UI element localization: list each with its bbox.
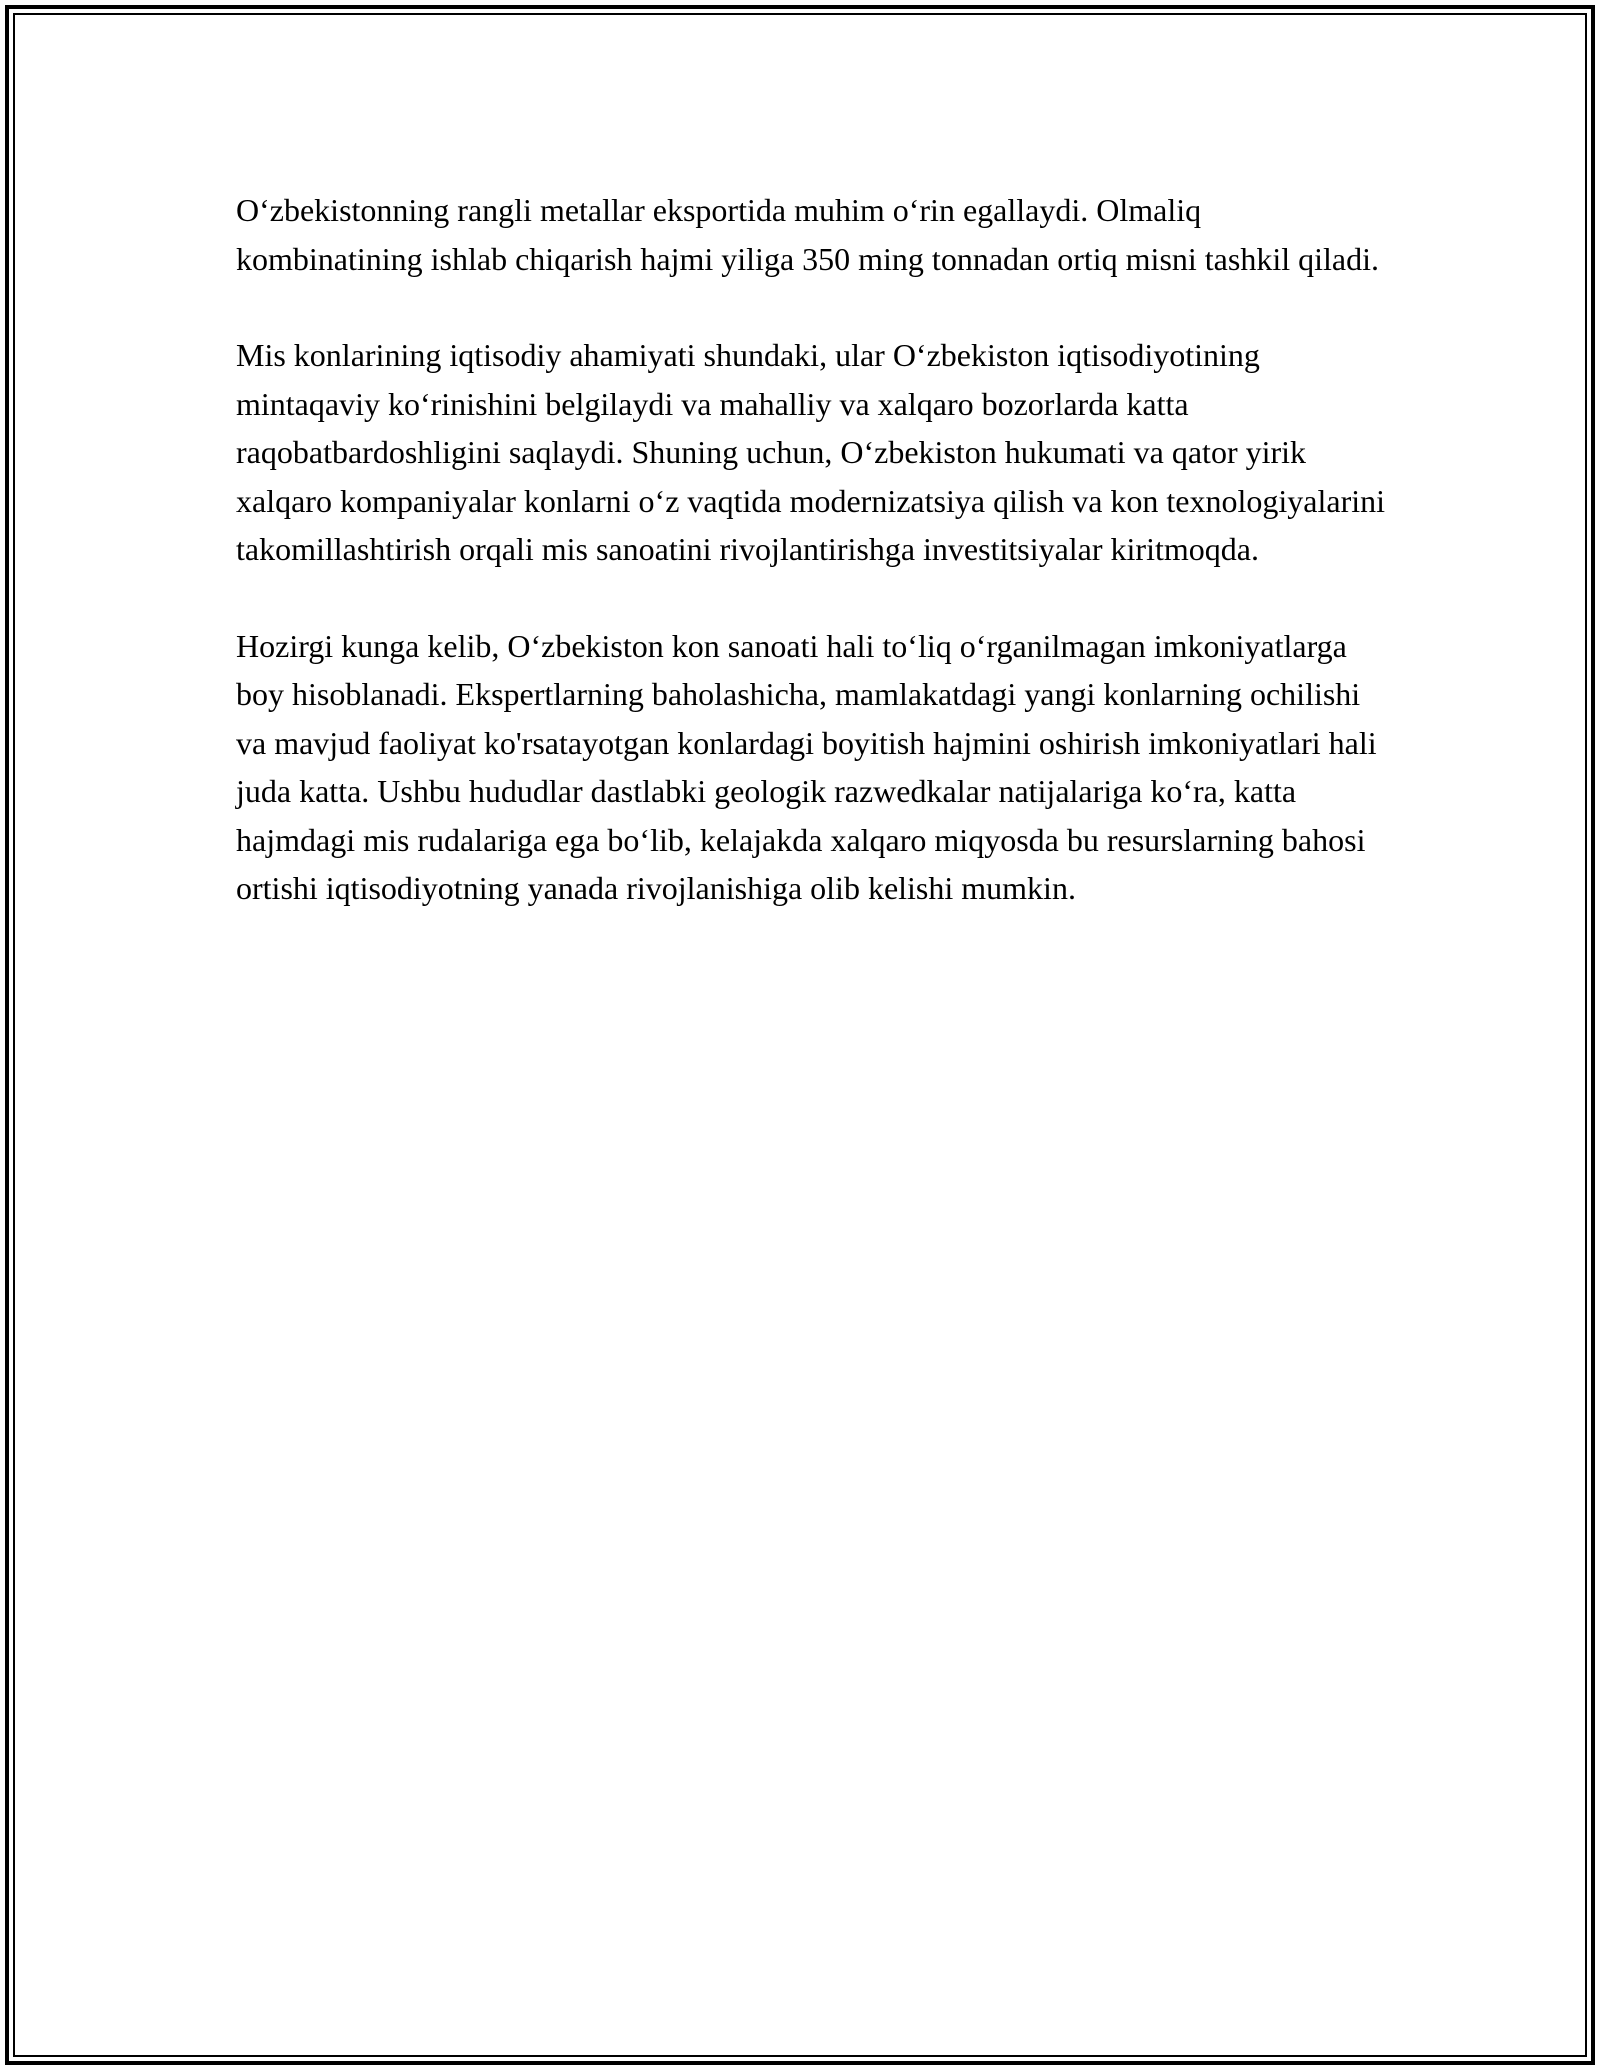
paragraph-3: Hozirgi kunga kelib, O‘zbekiston kon sanoati hali to‘liq o‘rganilmagan imkoniyatlarga boy hisoblanadi. Ekspertlarning baholashicha, mamlakatdagi yangi konlarning ochilishi va mavjud faoliyat ko'rsatayotgan konlardagi boyitish hajmini oshirish imkoniyatlari hali juda katta. Ushbu hududlar dastlabki geologik razwedkalar natijalariga ko‘ra, katta hajmdagi mis rudalariga ega bo‘lib, kelajakda xalqaro miqyosda bu resurslarning bahosi ortishi iqtisodiyotning yanada rivojlanishiga olib kelishi mumkin. [236,627,1377,906]
paragraph-1: O‘zbekistonning rangli metallar eksportida muhim o‘rin egallaydi. Olmaliq kombinatining ishlab chiqarish hajmi yiliga 350 ming tonnadan ortiq misni tashkil qiladi. [236,192,1379,277]
paragraph-2: Mis konlarining iqtisodiy ahamiyati shundaki, ular O‘zbekiston iqtisodiyotining mintaqaviy ko‘rinishini belgilaydi va mahalliy va xalqaro bozorlarda katta raqobatbardoshligini saqlaydi. Shuning uchun, O‘zbekiston hukumati va qator yirik xalqaro kompaniyalar konlarni o‘z vaqtida modernizatsiya qilish va kon texnologiyalarini takomillashtirish orqali mis sanoatini rivojlantirishga investitsiyalar kiritmoqda. [236,337,1385,567]
document-body [236,186,1386,961]
